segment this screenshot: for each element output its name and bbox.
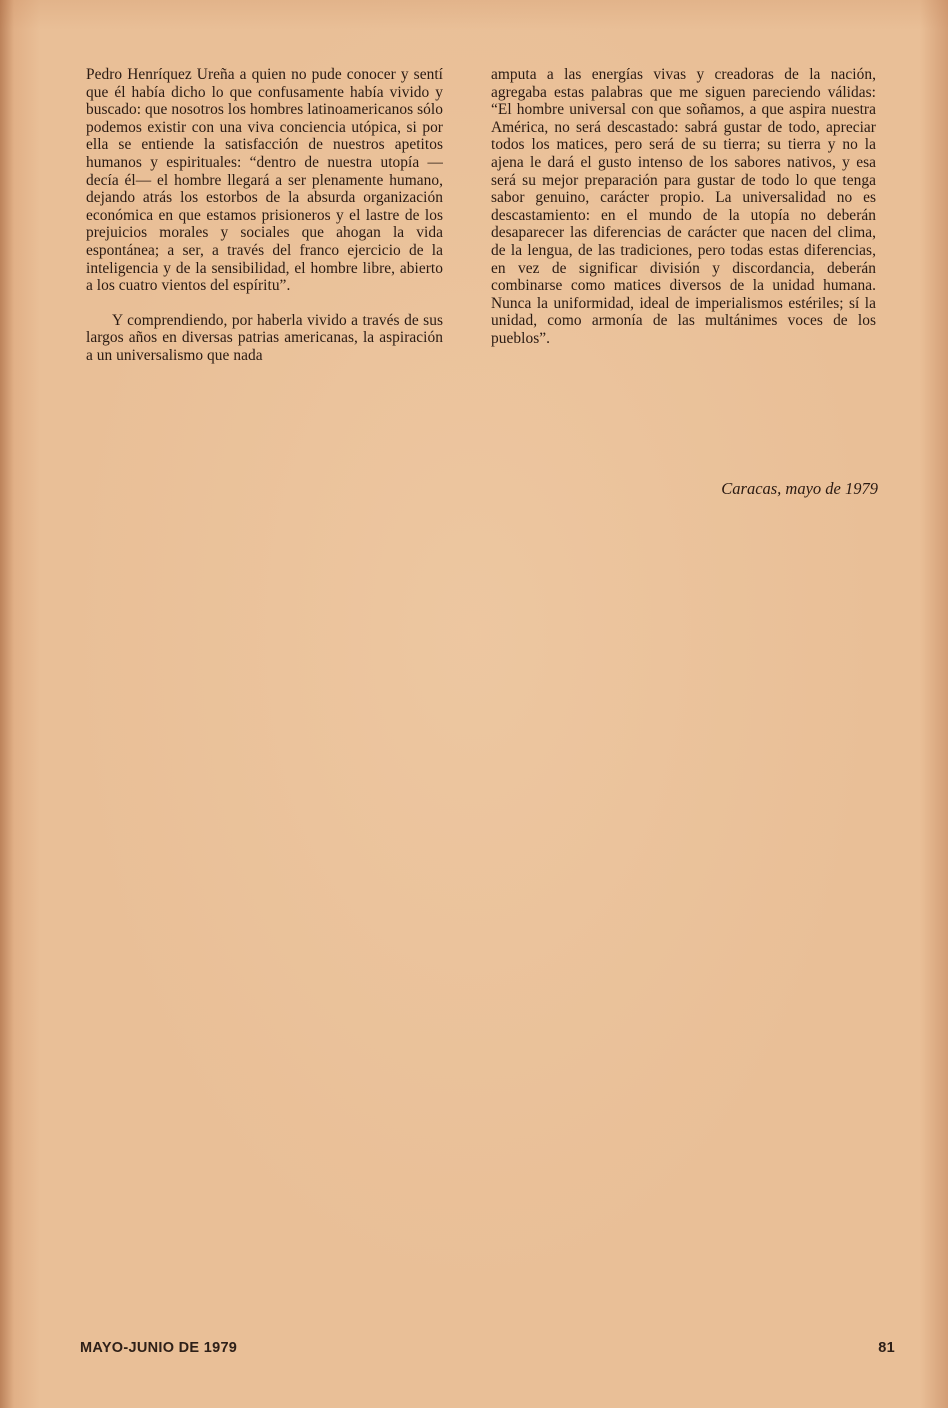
- paragraph: Y comprendiendo, por haberla vivido a través de sus largos años en diversas patrias americanas, la aspiración a un universalismo que nada: [86, 311, 443, 364]
- paragraph: amputa a las energías vivas y creadoras de la nación, agregaba estas palabras que me siguen pareciendo válidas: “El hombre universal con que soñamos, a que aspira nuestra América, no será descastado: sabrá gustar de todo, apreciar todos los matices, pero será de su tierra; su tierra y no la ajena le dará el gusto intenso de los sabores nativos, y esa será su mejor preparación para gustar de todo lo que tenga sabor genuino, carácter propio. La universalidad no es descastamiento: en el mundo de la utopía no deberán desaparecer las diferencias de carácter que nacen del clima, de la lengua, de las tradiciones, pero todas estas diferencias, en vez de significar división y discordancia, deberán combinarse como matices diversos de la unidad humana. Nunca la uniformidad, ideal de imperialismos estériles; sí la unidad, como armonía de las multánimes voces de los pueblos”.: [491, 66, 876, 347]
- footer-page-number: 81: [878, 1340, 895, 1356]
- text-column-right: [491, 66, 876, 348]
- footer-issue-date: MAYO-JUNIO DE 1979: [80, 1340, 238, 1356]
- place-date-signoff: Caracas, mayo de 1979: [721, 479, 878, 498]
- text-column-left: [86, 66, 443, 365]
- paragraph: Pedro Henríquez Ureña a quien no pude conocer y sentí que él había dicho lo que confusamente había vivido y buscado: que nosotros los hombres latinoamericanos sólo podemos existir con una viva conciencia utópica, si por ella se entiende la satisfacción de nuestros apetitos humanos y espirituales: “dentro de nuestra utopía —decía él— el hombre llegará a ser plenamente humano, dejando atrás los estorbos de la absurda organización económica en que estamos prisioneros y el lastre de los prejuicios morales y sociales que ahogan la vida espontánea; a ser, a través del franco ejercicio de la inteligencia y de la sensibilidad, el hombre libre, abierto a los cuatro vientos del espíritu”.: [86, 66, 443, 295]
